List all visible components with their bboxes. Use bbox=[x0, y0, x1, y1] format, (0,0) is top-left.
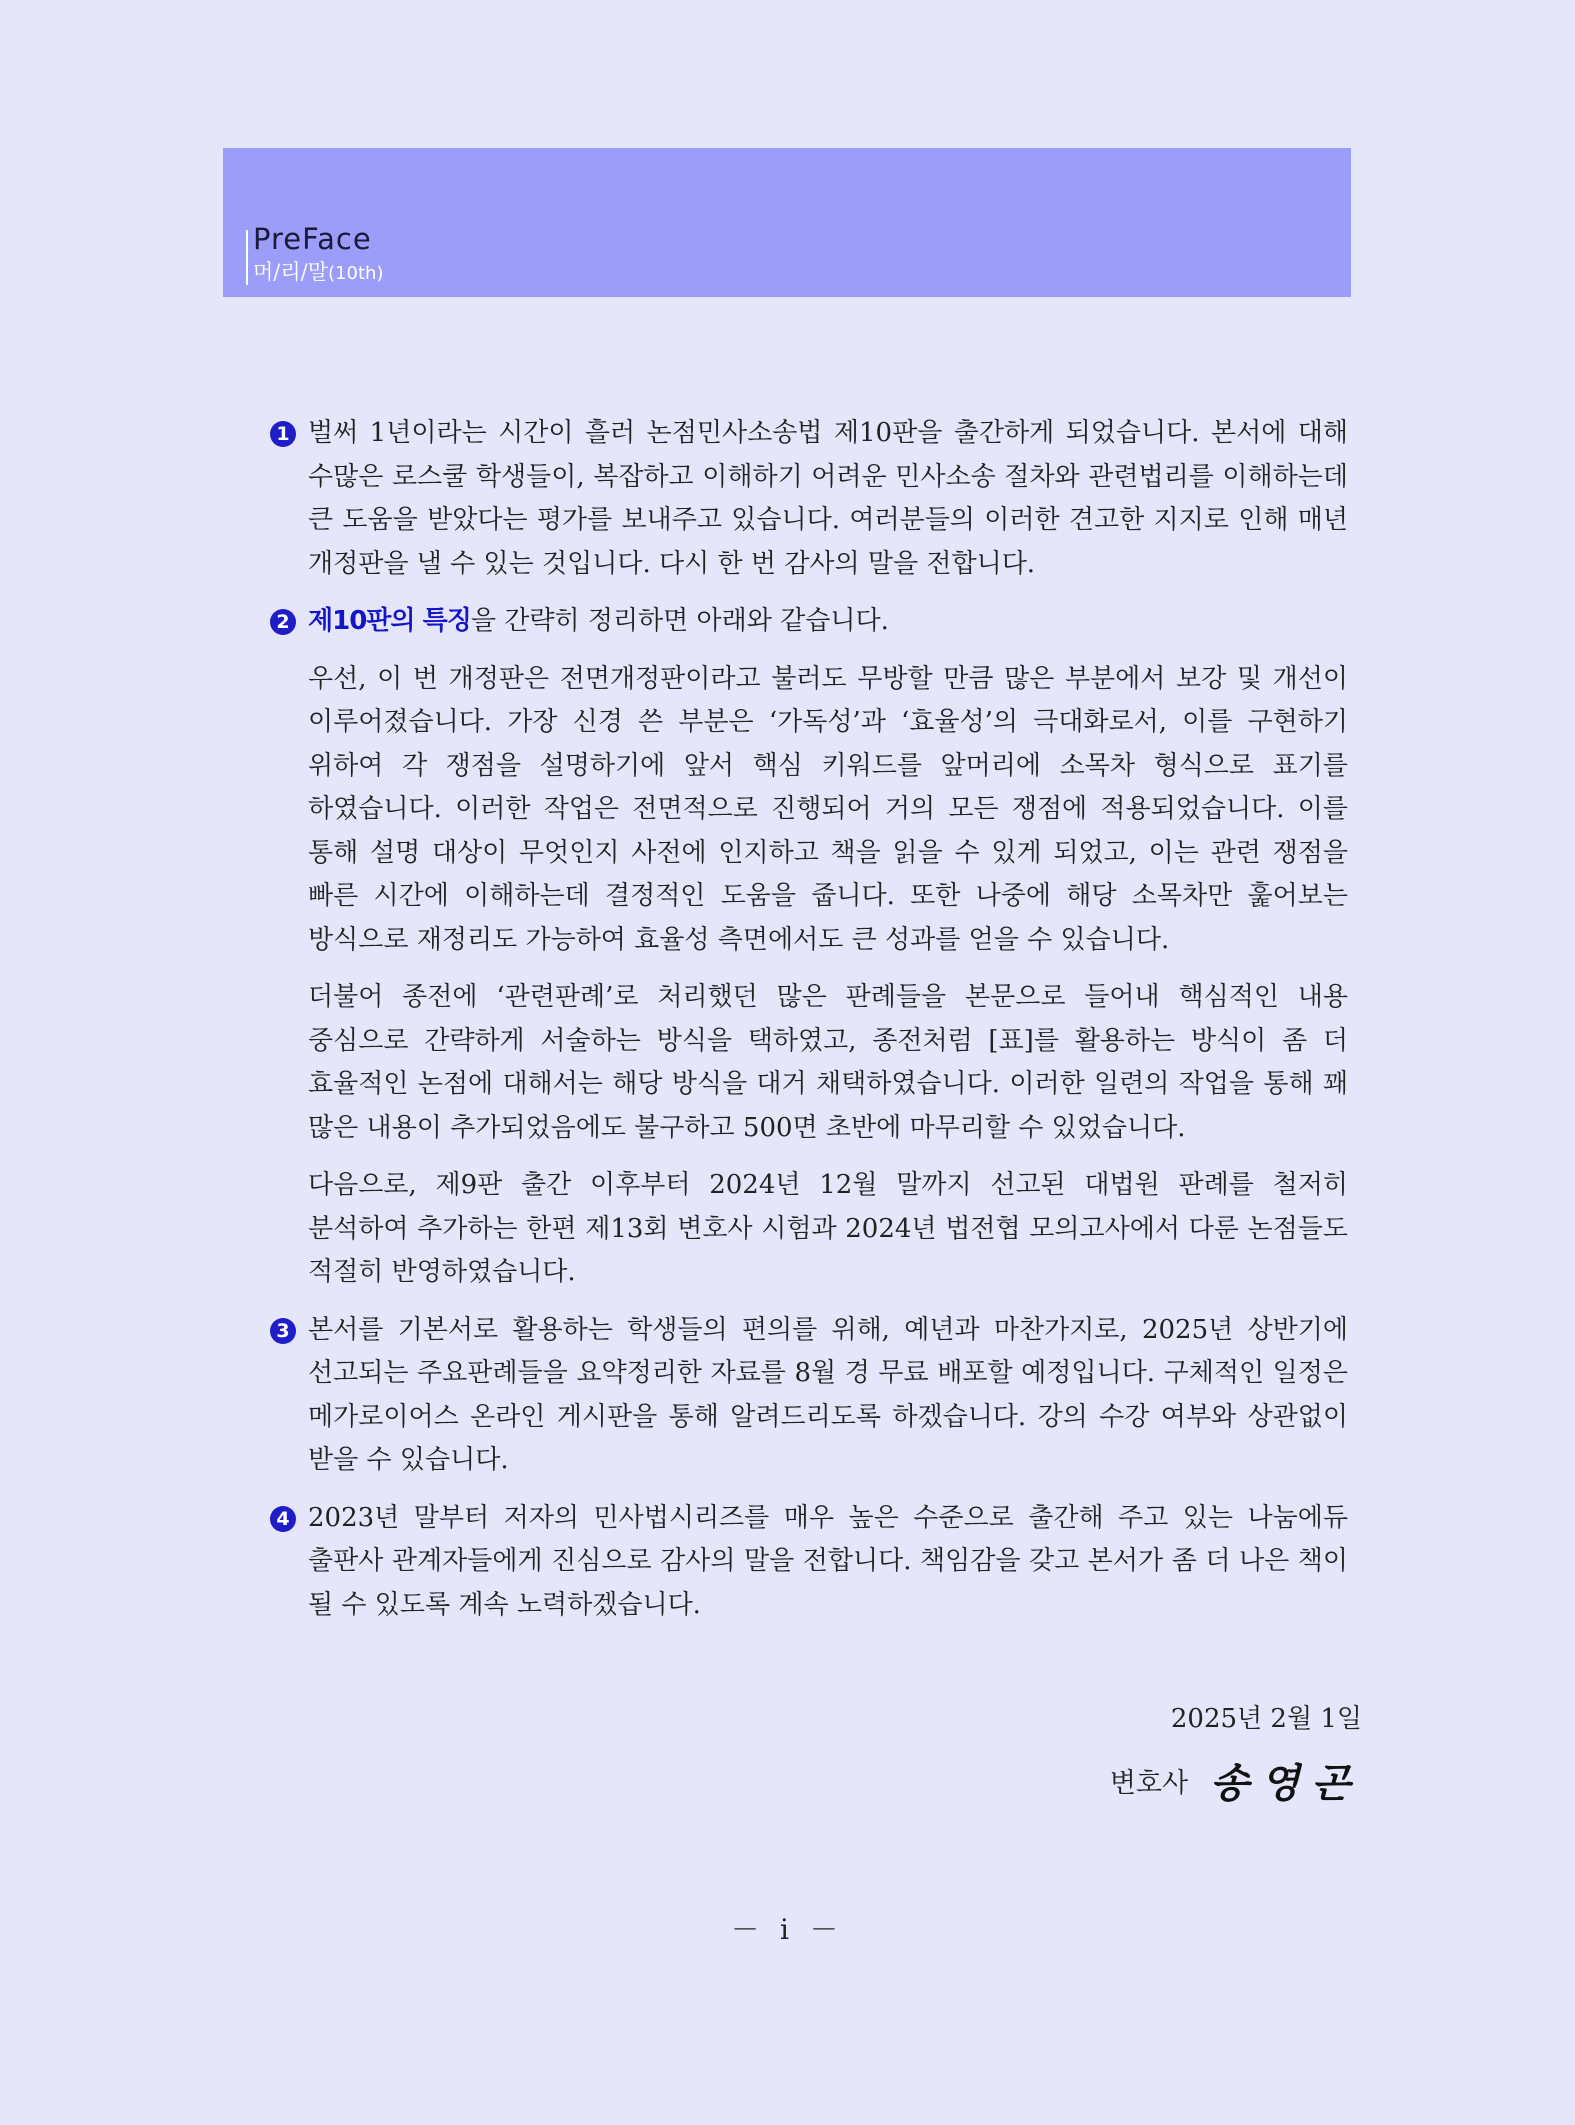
paragraph-4 bbox=[268, 1497, 1348, 1628]
signature-date: 2025년 2월 1일 bbox=[1170, 1704, 1362, 1734]
paragraph-2c: 다음으로, 제9판 출간 이후부터 2024년 12월 말까지 선고된 대법원 판례를 철저히 분석하여 추가하는 한편 제13회 변호사 시험과 2024년 법전협 모의고사에서 다룬 논점들도 적절히 반영하였습니다. bbox=[308, 1170, 1348, 1287]
subtitle-char-2: 리 bbox=[280, 260, 301, 284]
subtitle-separator: / bbox=[300, 260, 308, 284]
paragraph-3 bbox=[268, 1309, 1348, 1483]
paragraph-1-text: 벌써 1년이라는 시간이 흘러 논점민사소송법 제10판을 출간하게 되었습니다. 본서에 대해 수많은 로스쿨 학생들이, 복잡하고 이해하기 어려운 민사소송 절차와 관련법리를 이해하는데 큰 도움을 받았다는 평가를 보내주고 있습니다. 여러분들의 이러한 견고한 지지로 인해 매년 개정판을 낼 수 있는 것입니다. 다시 한 번 감사의 말을 전합니다. bbox=[308, 418, 1348, 579]
signature-block bbox=[1110, 1752, 1362, 1809]
paragraph-3-text: 본서를 기본서로 활용하는 학생들의 편의를 위해, 예년과 마찬가지로, 2025년 상반기에 선고되는 주요판례들을 요약정리한 자료를 8월 경 무료 배포할 예정입니다. 구체적인 일정은 메가로이어스 온라인 게시판을 통해 알려드리도록 하겠습니다. 강의 수강 여부와 상관없이 받을 수 있습니다. bbox=[308, 1314, 1348, 1475]
subtitle-char-3: 말 bbox=[307, 260, 329, 284]
edition-label: (10th) bbox=[328, 263, 384, 284]
number-badge-1: 1 bbox=[270, 421, 296, 447]
number-badge-4: 4 bbox=[270, 1506, 296, 1532]
page-title: PreFace bbox=[253, 222, 372, 256]
paragraph-2-text: 을 간략히 정리하면 아래와 같습니다. bbox=[470, 606, 889, 636]
subtitle-separator: / bbox=[273, 260, 281, 284]
number-badge-3: 3 bbox=[270, 1318, 296, 1344]
paragraph-2b: 더불어 종전에 ‘관련판례’로 처리했던 많은 판례들을 본문으로 들어내 핵심적인 내용 중심으로 간략하게 서술하는 방식을 택하였고, 종전처럼 [표]를 활용하는 방식이 좀 더 효율적인 논점에 대해서는 해당 방식을 대거 채택하였습니다. 이러한 일련의 작업을 통해 꽤 많은 내용이 추가되었음에도 불구하고 500면 초반에 마무리할 수 있었습니다. bbox=[308, 982, 1348, 1143]
subtitle-char-1: 머 bbox=[253, 260, 274, 284]
header-divider bbox=[246, 230, 248, 285]
paragraph-2a: 우선, 이 번 개정판은 전면개정판이라고 불러도 무방할 만큼 많은 부분에서 보강 및 개선이 이루어졌습니다. 가장 신경 쓴 부분은 ‘가독성’과 ‘효율성’의 극대화로서, 이를 구현하기 위하여 각 쟁점을 설명하기에 앞서 핵심 키워드를 앞머리에 소목차 형식으로 표기를 하였습니다. 이러한 작업은 전면적으로 진행되어 거의 모든 쟁점에 적용되었습니다. 이를 통해 설명 대상이 무엇인지 사전에 인지하고 책을 읽을 수 있게 되었고, 이는 관련 쟁점을 빠른 시간에 이해하는데 결정적인 도움을 줍니다. 또한 나중에 해당 소목차만 훑어보는 방식으로 재정리도 가능하여 효율성 측면에서도 큰 성과를 얻을 수 있습니다. bbox=[308, 663, 1348, 955]
number-badge-2: 2 bbox=[270, 609, 296, 635]
paragraph-4-text: 2023년 말부터 저자의 민사법시리즈를 매우 높은 수준으로 출간해 주고 있는 나눔에듀 출판사 관계자들에게 진심으로 감사의 말을 전합니다. 책임감을 갖고 본서가 좀 더 나은 책이 될 수 있도록 계속 노력하겠습니다. bbox=[308, 1502, 1348, 1620]
signer-name: 송영곤 bbox=[1210, 1760, 1362, 1807]
page-number: － i － bbox=[731, 1913, 844, 1946]
signer-title: 변호사 bbox=[1109, 1768, 1189, 1799]
paragraph-1 bbox=[268, 412, 1348, 586]
paragraph-2 bbox=[268, 600, 1348, 644]
header-band bbox=[223, 148, 1351, 297]
preface-body bbox=[268, 412, 1348, 1627]
page-subtitle bbox=[253, 262, 383, 283]
highlight-features: 제10판의 특징 bbox=[308, 606, 471, 636]
